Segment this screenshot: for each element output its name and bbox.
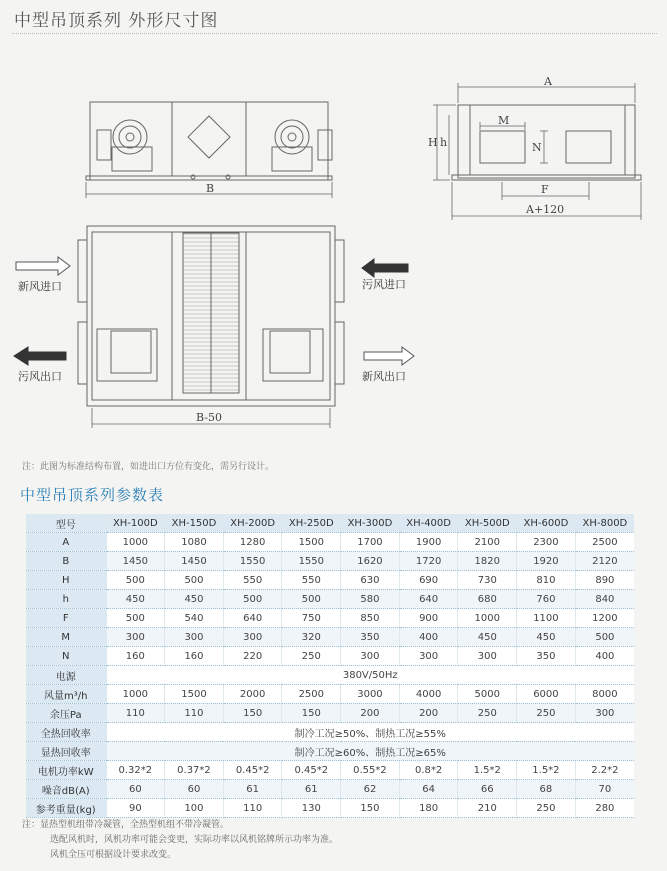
table-cell: 0.8*2 <box>399 761 458 780</box>
table-cell: 4000 <box>399 685 458 704</box>
table-cell: 0.45*2 <box>223 761 282 780</box>
table-cell: 0.45*2 <box>282 761 341 780</box>
label-F: F <box>541 183 549 196</box>
divider <box>12 33 657 34</box>
dimension-drawing <box>0 40 667 440</box>
table-cell: 8000 <box>575 685 634 704</box>
row-label: 电机功率kW <box>26 761 106 780</box>
table-row-full-recovery <box>26 723 634 742</box>
table-cell: 6000 <box>517 685 576 704</box>
label-A120: A+120 <box>526 203 565 216</box>
table-cell: 2000 <box>223 685 282 704</box>
table-cell: 450 <box>165 590 224 609</box>
table-row <box>26 552 634 571</box>
table-cell: 300 <box>106 628 165 647</box>
table-cell: 300 <box>223 628 282 647</box>
table-cell: 100 <box>165 799 224 818</box>
front-view <box>86 102 332 180</box>
table-row <box>26 761 634 780</box>
table-cell: 66 <box>458 780 517 799</box>
table-cell: 61 <box>223 780 282 799</box>
label-h: h <box>440 136 448 149</box>
table-cell: 180 <box>399 799 458 818</box>
table-title: 中型吊顶系列参数表 <box>20 486 165 504</box>
table-cell: 500 <box>106 609 165 628</box>
row-label: 显热回收率 <box>26 742 106 761</box>
header-cell: XH-600D <box>517 514 576 533</box>
table-cell: 90 <box>106 799 165 818</box>
row-label: 风量m³/h <box>26 685 106 704</box>
table-cell: 760 <box>517 590 576 609</box>
table-cell: 1550 <box>282 552 341 571</box>
note-structure: 注：此图为标准结构布置，如进出口方位有变化，需另行设计。 <box>22 462 275 472</box>
page-title: 中型吊顶系列 外形尺寸图 <box>14 11 219 31</box>
table-cell: 0.55*2 <box>341 761 400 780</box>
label-B50: B-50 <box>196 411 223 424</box>
header-cell: XH-100D <box>106 514 165 533</box>
table-header-row <box>26 514 634 533</box>
table-cell: 200 <box>341 704 400 723</box>
table-row <box>26 647 634 666</box>
row-label: H <box>26 571 106 590</box>
table-cell: 130 <box>282 799 341 818</box>
row-label: 电源 <box>26 666 106 685</box>
table-cell: 0.37*2 <box>165 761 224 780</box>
table-cell: 500 <box>165 571 224 590</box>
note-line: 选配风机时，风机功率可能会变更，实际功率以风机铭牌所示功率为准。 <box>50 835 339 845</box>
table-cell: 690 <box>399 571 458 590</box>
arrow-dirty-out-icon <box>14 347 66 365</box>
label-fresh-out: 新风出口 <box>362 370 406 383</box>
power-value: 380V/50Hz <box>106 666 634 685</box>
table-row <box>26 780 634 799</box>
row-label: 参考重量(kg) <box>26 799 106 818</box>
table-cell: 500 <box>223 590 282 609</box>
table-cell: 300 <box>165 628 224 647</box>
label-N: N <box>532 141 542 154</box>
table-cell: 580 <box>341 590 400 609</box>
table-cell: 150 <box>223 704 282 723</box>
table-cell: 350 <box>517 647 576 666</box>
table-cell: 640 <box>223 609 282 628</box>
table-cell: 150 <box>341 799 400 818</box>
table-row <box>26 704 634 723</box>
row-label: M <box>26 628 106 647</box>
table-row-power <box>26 666 634 685</box>
table-cell: 64 <box>399 780 458 799</box>
note-line: 注：显热型机组带冷凝管，全热型机组不带冷凝管。 <box>22 820 230 830</box>
table-cell: 1700 <box>341 533 400 552</box>
table-cell: 60 <box>106 780 165 799</box>
table-cell: 450 <box>517 628 576 647</box>
plan-view <box>78 226 344 406</box>
table-cell: 850 <box>341 609 400 628</box>
table-cell: 320 <box>282 628 341 647</box>
header-cell: XH-200D <box>223 514 282 533</box>
arrow-fresh-out-icon <box>364 347 414 365</box>
header-cell: 型号 <box>26 514 106 533</box>
table-cell: 1500 <box>282 533 341 552</box>
note-line: 风机全压可根据设计要求改变。 <box>50 850 177 860</box>
table-cell: 640 <box>399 590 458 609</box>
table-cell: 1.5*2 <box>517 761 576 780</box>
arrow-dirty-in-icon <box>362 259 408 277</box>
label-A: A <box>544 75 552 88</box>
table-cell: 68 <box>517 780 576 799</box>
notes-bottom <box>22 818 338 863</box>
table-cell: 1200 <box>575 609 634 628</box>
table-cell: 300 <box>575 704 634 723</box>
table-cell: 110 <box>106 704 165 723</box>
table-cell: 1000 <box>106 685 165 704</box>
table-cell: 1720 <box>399 552 458 571</box>
table-row <box>26 590 634 609</box>
table-cell: 630 <box>341 571 400 590</box>
row-label: 余压Pa <box>26 704 106 723</box>
table-cell: 500 <box>106 571 165 590</box>
table-row <box>26 571 634 590</box>
header-cell: XH-400D <box>399 514 458 533</box>
label-dirty-in: 污风进口 <box>362 278 406 291</box>
full-recovery-value: 制冷工况≥50%、制热工况≥55% <box>106 723 634 742</box>
table-cell: 5000 <box>458 685 517 704</box>
table-cell: 300 <box>341 647 400 666</box>
table-row <box>26 685 634 704</box>
header-cell: XH-250D <box>282 514 341 533</box>
table-cell: 150 <box>282 704 341 723</box>
row-label: F <box>26 609 106 628</box>
table-cell: 210 <box>458 799 517 818</box>
header-cell: XH-150D <box>165 514 224 533</box>
table-cell: 730 <box>458 571 517 590</box>
table-row-sensible-recovery <box>26 742 634 761</box>
table-cell: 450 <box>458 628 517 647</box>
table-row <box>26 609 634 628</box>
table-cell: 280 <box>575 799 634 818</box>
table-cell: 1.5*2 <box>458 761 517 780</box>
table-cell: 1900 <box>399 533 458 552</box>
table-cell: 400 <box>575 647 634 666</box>
table-cell: 3000 <box>341 685 400 704</box>
table-cell: 1820 <box>458 552 517 571</box>
table-cell: 62 <box>341 780 400 799</box>
arrow-fresh-in-icon <box>16 257 70 275</box>
table-cell: 1450 <box>106 552 165 571</box>
table-cell: 1450 <box>165 552 224 571</box>
label-B: B <box>206 182 215 195</box>
table-cell: 550 <box>282 571 341 590</box>
table-cell: 840 <box>575 590 634 609</box>
table-cell: 500 <box>575 628 634 647</box>
header-cell: XH-500D <box>458 514 517 533</box>
table-cell: 70 <box>575 780 634 799</box>
params-table <box>26 514 634 818</box>
table-cell: 250 <box>517 799 576 818</box>
table-row <box>26 799 634 818</box>
header-cell: XH-300D <box>341 514 400 533</box>
table-cell: 1000 <box>458 609 517 628</box>
sensible-recovery-value: 制冷工况≥60%、制热工况≥65% <box>106 742 634 761</box>
table-cell: 2300 <box>517 533 576 552</box>
table-cell: 110 <box>165 704 224 723</box>
row-label: h <box>26 590 106 609</box>
table-cell: 2500 <box>575 533 634 552</box>
table-cell: 500 <box>282 590 341 609</box>
table-cell: 2.2*2 <box>575 761 634 780</box>
label-M: M <box>498 114 510 127</box>
table-cell: 750 <box>282 609 341 628</box>
table-cell: 61 <box>282 780 341 799</box>
label-H: H <box>428 136 438 149</box>
table-cell: 220 <box>223 647 282 666</box>
table-cell: 400 <box>399 628 458 647</box>
table-cell: 110 <box>223 799 282 818</box>
table-cell: 350 <box>341 628 400 647</box>
table-cell: 1280 <box>223 533 282 552</box>
row-label: B <box>26 552 106 571</box>
table-cell: 250 <box>517 704 576 723</box>
table-cell: 1080 <box>165 533 224 552</box>
table-cell: 250 <box>458 704 517 723</box>
table-cell: 60 <box>165 780 224 799</box>
table-cell: 200 <box>399 704 458 723</box>
table-cell: 250 <box>282 647 341 666</box>
row-label: 噪音dB(A) <box>26 780 106 799</box>
table-cell: 160 <box>165 647 224 666</box>
table-cell: 1000 <box>106 533 165 552</box>
table-cell: 1920 <box>517 552 576 571</box>
table-cell: 1100 <box>517 609 576 628</box>
label-dirty-out: 污风出口 <box>18 370 62 383</box>
table-cell: 2500 <box>282 685 341 704</box>
table-cell: 550 <box>223 571 282 590</box>
table-cell: 890 <box>575 571 634 590</box>
table-cell: 2120 <box>575 552 634 571</box>
table-cell: 1500 <box>165 685 224 704</box>
row-label: A <box>26 533 106 552</box>
table-cell: 1550 <box>223 552 282 571</box>
table-cell: 540 <box>165 609 224 628</box>
side-view <box>452 105 641 180</box>
table-cell: 300 <box>458 647 517 666</box>
table-cell: 0.32*2 <box>106 761 165 780</box>
table-cell: 300 <box>399 647 458 666</box>
table-cell: 450 <box>106 590 165 609</box>
table-cell: 810 <box>517 571 576 590</box>
row-label: 全热回收率 <box>26 723 106 742</box>
header-cell: XH-800D <box>575 514 634 533</box>
table-cell: 680 <box>458 590 517 609</box>
table-row <box>26 533 634 552</box>
table-cell: 2100 <box>458 533 517 552</box>
label-fresh-in: 新风进口 <box>18 280 62 293</box>
table-cell: 1620 <box>341 552 400 571</box>
table-cell: 160 <box>106 647 165 666</box>
row-label: N <box>26 647 106 666</box>
table-row <box>26 628 634 647</box>
table-cell: 900 <box>399 609 458 628</box>
